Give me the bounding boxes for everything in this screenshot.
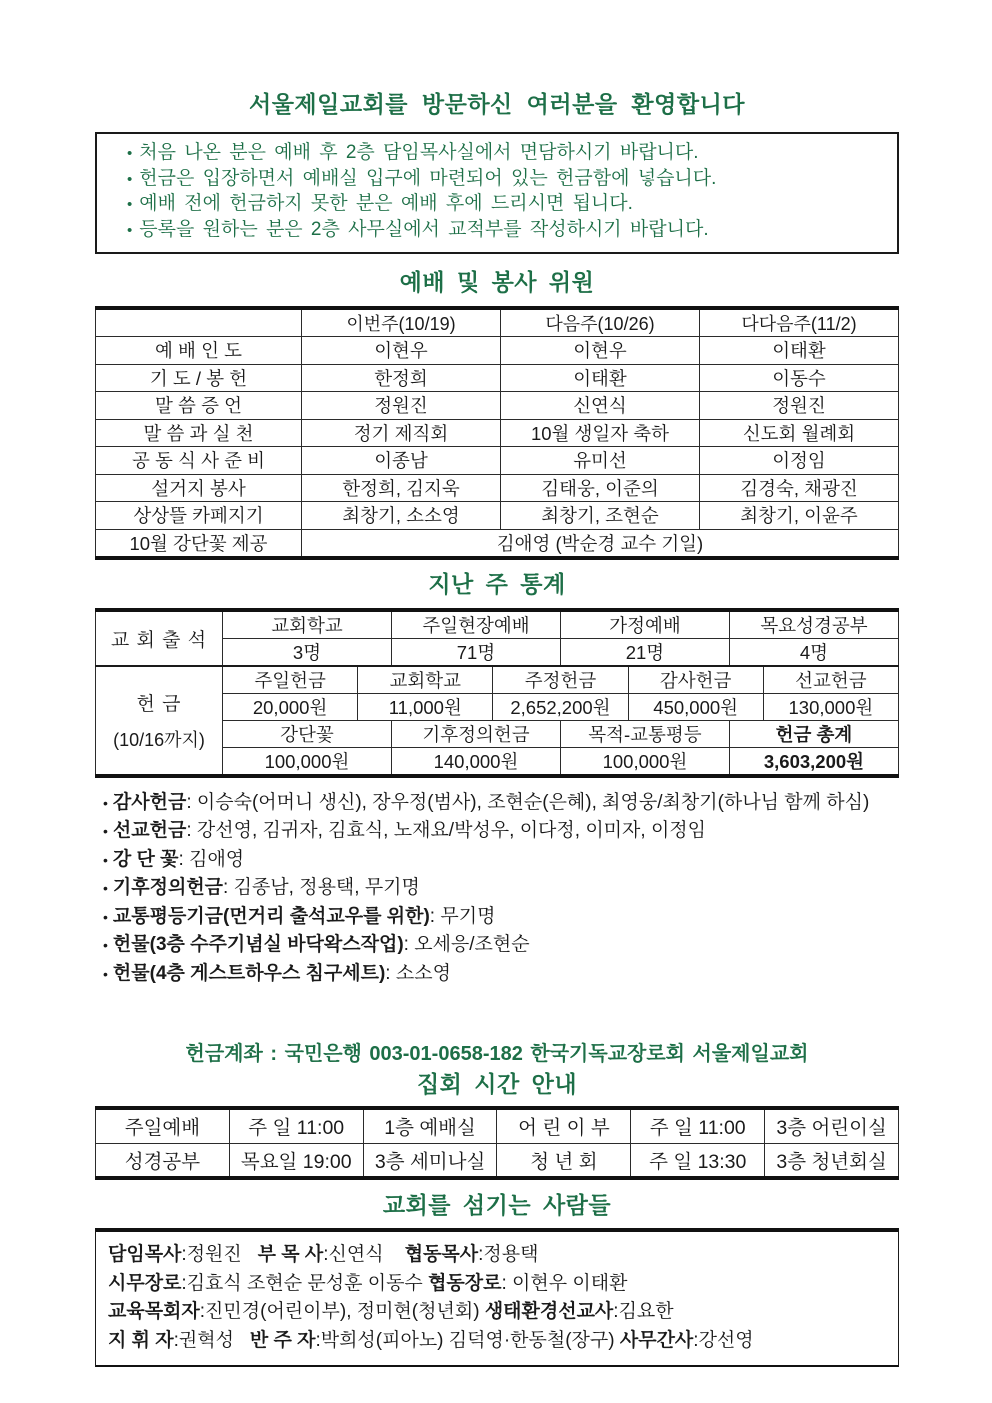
header-cell: 기후정의헌금 (391, 720, 560, 747)
people-line (108, 1327, 886, 1356)
stats-table (95, 608, 899, 778)
notes-list (95, 789, 899, 989)
role-names: :진민경(어린이부), 정미현(청년회) (199, 1301, 485, 1322)
value-cell: 450,000원 (628, 693, 763, 720)
worship-footer-row (96, 529, 899, 558)
cell: 이현우 (302, 337, 501, 365)
note-text: : 김종남, 정용택, 무기명 (223, 877, 420, 898)
bullet-icon: • (103, 908, 108, 925)
value-cell: 140,000원 (391, 747, 560, 776)
cell: 이동수 (700, 364, 899, 392)
attendance-header-row (96, 610, 899, 639)
role-label: 교육목회자 (108, 1301, 200, 1322)
cell: 최창기, 이윤주 (700, 502, 899, 530)
cell: 3층 어린이실 (765, 1108, 899, 1143)
cell: 신연식 (501, 392, 700, 420)
note-text: : 김애영 (178, 848, 245, 870)
cell: 이태환 (700, 337, 899, 365)
row-label: 공 동 식 사 준 비 (96, 447, 302, 475)
cell: 김태웅, 이준의 (501, 474, 700, 502)
header-cell: 주정헌금 (493, 666, 628, 694)
bullet-icon: • (127, 196, 133, 213)
header-cell: 교회학교 (223, 610, 392, 639)
role-names: :신연식 (323, 1244, 405, 1265)
role-label: 반 주 자 (249, 1329, 316, 1351)
note-item (95, 960, 899, 989)
header-cell: 주일현장예배 (391, 610, 560, 639)
value-cell: 4명 (729, 638, 898, 666)
cell: 정원진 (700, 392, 899, 420)
role-names: :김효식 조현순 문성훈 이동수 (181, 1272, 429, 1294)
notice-text: 등록을 원하는 분은 2층 사무실에서 교적부를 작성하시기 바랍니다. (139, 218, 709, 240)
notice-item (127, 141, 887, 167)
row-label: 말 씀 과 실 천 (96, 419, 302, 447)
role-label: 사무간사 (619, 1329, 694, 1351)
value-cell: 2,652,200원 (493, 693, 628, 720)
worship-table (95, 306, 899, 560)
cell: 주일예배 (96, 1108, 230, 1143)
people-section-title: 교회를 섬기는 사람들 (382, 1192, 612, 1218)
note-label: 기후정의헌금 (112, 877, 224, 898)
note-text: : 오세응/조현순 (403, 934, 530, 955)
cell: 3층 청년회실 (765, 1143, 899, 1178)
notice-item (127, 167, 887, 193)
value-cell: 71명 (391, 638, 560, 666)
value-cell: 100,000원 (560, 747, 729, 776)
value-cell: 100,000원 (223, 747, 392, 776)
row-label: 상상뜰 카페지기 (96, 502, 302, 530)
value-cell: 3명 (223, 638, 392, 666)
people-box (95, 1228, 899, 1367)
header-cell: 강단꽃 (223, 720, 392, 747)
role-names: :정원진 (181, 1244, 258, 1265)
schedule-row (96, 1108, 899, 1143)
cell: 주 일 11:00 (229, 1108, 363, 1143)
bullet-icon: • (127, 170, 133, 188)
note-text: : 이승숙(어머니 생신), 장우정(범사), 조현순(은혜), 최영웅/최창기(하나님 함께 하심) (186, 791, 870, 813)
cell: 최창기, 조현순 (501, 502, 700, 530)
cell: 정기 제직회 (302, 419, 501, 447)
note-text: : 무기명 (429, 905, 496, 927)
cell: 주 일 11:00 (631, 1108, 765, 1143)
welcome-title: 서울제일교회를 방문하신 여러분을 환영합니다 (248, 91, 746, 117)
row-label: 말 씀 증 언 (96, 392, 302, 420)
note-text: : 강선영, 김귀자, 김효식, 노재요/박성우, 이다정, 이미자, 이정임 (186, 820, 707, 841)
notice-text: 예배 전에 헌금하지 못한 분은 예배 후에 드리시면 됩니다. (139, 193, 633, 214)
header-cell: 가정예배 (560, 610, 729, 639)
notice-item (127, 192, 887, 218)
header-cell: 선교헌금 (763, 666, 898, 694)
role-names: :김요한 (613, 1301, 674, 1322)
notice-item (127, 218, 887, 244)
cell: 어 린 이 부 (497, 1108, 631, 1143)
bullet-icon: • (103, 965, 108, 982)
cell: 한정희 (302, 364, 501, 392)
cell: 이정임 (700, 447, 899, 475)
note-item (95, 817, 899, 846)
attendance-label: 교 회 출 석 (96, 610, 223, 666)
note-item (95, 903, 899, 932)
bullet-icon: • (103, 880, 108, 896)
value-cell: 11,000원 (358, 693, 493, 720)
worship-footer-value: 김애영 (박순경 교수 기일) (302, 529, 899, 558)
header-cell: 목적-교통평등 (560, 720, 729, 747)
notice-text: 처음 나온 분은 예배 후 2층 담임목사실에서 면담하시기 바랍니다. (139, 142, 699, 163)
cell: 정원진 (302, 392, 501, 420)
offering-label (96, 666, 223, 776)
note-item (95, 874, 899, 903)
schedule-section-title: 집회 시간 안내 (416, 1071, 578, 1097)
role-label: 협동목사 (404, 1244, 479, 1265)
cell: 유미선 (501, 447, 700, 475)
row-label: 기 도 / 봉 헌 (96, 364, 302, 392)
stats-section-title: 지난 주 통계 (428, 570, 566, 597)
cell: 주 일 13:30 (631, 1143, 765, 1178)
table-row (96, 447, 899, 475)
worship-section-title: 예배 및 봉사 위원 (399, 269, 595, 295)
row-label: 설거지 봉사 (96, 474, 302, 502)
offering-header-row-1 (96, 666, 899, 694)
worship-header-empty (96, 308, 302, 337)
note-item (95, 931, 899, 960)
worship-header-row (96, 308, 899, 337)
worship-header-thisweek: 이번주(10/19) (302, 308, 501, 337)
worship-header-nextweek: 다음주(10/26) (501, 308, 700, 337)
role-label: 협동장로 (428, 1272, 502, 1294)
bullet-icon: • (127, 221, 133, 239)
role-label: 부 목 사 (257, 1244, 324, 1265)
cell: 3층 세미나실 (363, 1143, 497, 1178)
header-cell: 주일헌금 (223, 666, 358, 694)
table-row (96, 474, 899, 502)
note-label: 교통평등기금(먼거리 출석교우를 위한) (112, 905, 430, 927)
note-label: 감사헌금 (112, 791, 187, 813)
note-item (95, 789, 899, 818)
cell: 김경숙, 채광진 (700, 474, 899, 502)
offering-account-line: 헌금계좌 : 국민은행 003-01-0658-182 한국기독교장로회 서울제일교회 (185, 1043, 809, 1065)
table-row (96, 337, 899, 365)
role-names: :강선영 (693, 1329, 754, 1351)
cell: 최창기, 소소영 (302, 502, 501, 530)
row-label: 10월 강단꽃 제공 (96, 529, 302, 558)
cell: 신도회 월례회 (700, 419, 899, 447)
role-names: : 이현우 이태환 (501, 1272, 628, 1294)
schedule-table (95, 1106, 899, 1180)
table-row (96, 392, 899, 420)
value-cell: 20,000원 (223, 693, 358, 720)
worship-header-weekafter: 다다음주(11/2) (700, 308, 899, 337)
table-row (96, 502, 899, 530)
bullet-icon: • (103, 794, 108, 811)
bullet-icon: • (103, 937, 108, 953)
cell: 성경공부 (96, 1143, 230, 1178)
role-names: :권혁성 (173, 1329, 250, 1351)
role-label: 지 휘 자 (108, 1329, 174, 1351)
bullet-icon: • (103, 823, 108, 839)
cell: 목요일 19:00 (229, 1143, 363, 1178)
note-item (95, 846, 899, 875)
people-line (108, 1298, 886, 1327)
cell: 10월 생일자 축하 (501, 419, 700, 447)
cell: 이태환 (501, 364, 700, 392)
role-label: 생태환경선교사 (484, 1301, 614, 1322)
cell: 한정희, 김지욱 (302, 474, 501, 502)
header-cell: 목요성경공부 (729, 610, 898, 639)
cell: 이현우 (501, 337, 700, 365)
schedule-row (96, 1143, 899, 1178)
header-cell: 감사헌금 (628, 666, 763, 694)
offering-label-main: 헌 금 (136, 693, 182, 715)
role-names: :정용택 (478, 1244, 539, 1265)
cell: 1층 예배실 (363, 1108, 497, 1143)
note-label: 헌물(3층 수주기념실 바닥왁스작업) (112, 934, 404, 955)
table-row (96, 419, 899, 447)
cell: 이종남 (302, 447, 501, 475)
role-label: 담임목사 (108, 1244, 182, 1265)
people-line (108, 1270, 886, 1299)
total-header-cell: 헌금 총계 (729, 720, 898, 747)
note-label: 선교헌금 (112, 820, 187, 841)
value-cell: 130,000원 (763, 693, 898, 720)
note-text: : 소소영 (385, 962, 451, 984)
table-row (96, 364, 899, 392)
offering-label-period: (10/16까지) (113, 729, 205, 750)
cell: 청 년 회 (497, 1143, 631, 1178)
note-label: 헌물(4층 게스트하우스 침구세트) (112, 962, 386, 984)
notice-text: 헌금은 입장하면서 예배실 입구에 마련되어 있는 헌금함에 넣습니다. (139, 167, 717, 189)
value-cell: 21명 (560, 638, 729, 666)
bullet-icon: • (127, 145, 133, 162)
role-names: :박희성(피아노) 김덕영·한동철(장구) (315, 1329, 620, 1351)
row-label: 예 배 인 도 (96, 337, 302, 365)
header-cell: 교회학교 (358, 666, 493, 694)
notice-box (95, 132, 899, 254)
total-value-cell: 3,603,200원 (729, 747, 898, 776)
people-line (108, 1241, 886, 1270)
note-label: 강 단 꽃 (112, 848, 179, 870)
role-label: 시무장로 (108, 1272, 182, 1294)
bullet-icon: • (103, 851, 108, 868)
